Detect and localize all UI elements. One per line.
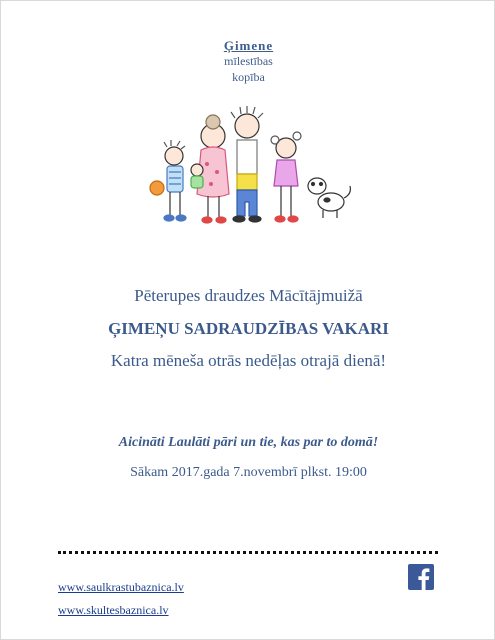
girl-figure	[271, 132, 301, 222]
mother-figure	[191, 115, 229, 223]
parish-location: Pēterupes draudzes Mācītājmuižā	[134, 286, 363, 305]
website-link-skulte[interactable]: www.skultesbaznica.lv	[58, 603, 169, 617]
invitation-text: Aicināti Laulāti pāri un tie, kas par to domā!	[118, 435, 379, 450]
family-drawing	[141, 106, 356, 231]
dog-figure	[308, 178, 350, 218]
event-title: ĢIMEŅU SADRAUDZĪBAS VAKARI	[108, 319, 389, 338]
website-link-saulkrasti[interactable]: www.saulkrastubaznica.lv	[58, 580, 184, 594]
motto-line-2: kopība	[232, 70, 265, 84]
start-date: Sākam 2017.gada 7.novembrī plkst. 19:00	[130, 465, 367, 480]
father-figure	[231, 106, 263, 222]
facebook-icon[interactable]	[408, 564, 434, 590]
child-left-figure	[150, 140, 186, 221]
dotted-separator	[58, 551, 438, 554]
motto-title: Ģimene	[223, 38, 274, 53]
motto-line-1: mīlestības	[224, 54, 273, 68]
event-schedule: Katra mēneša otrās nedēļas otrajā dienā!	[110, 351, 387, 370]
